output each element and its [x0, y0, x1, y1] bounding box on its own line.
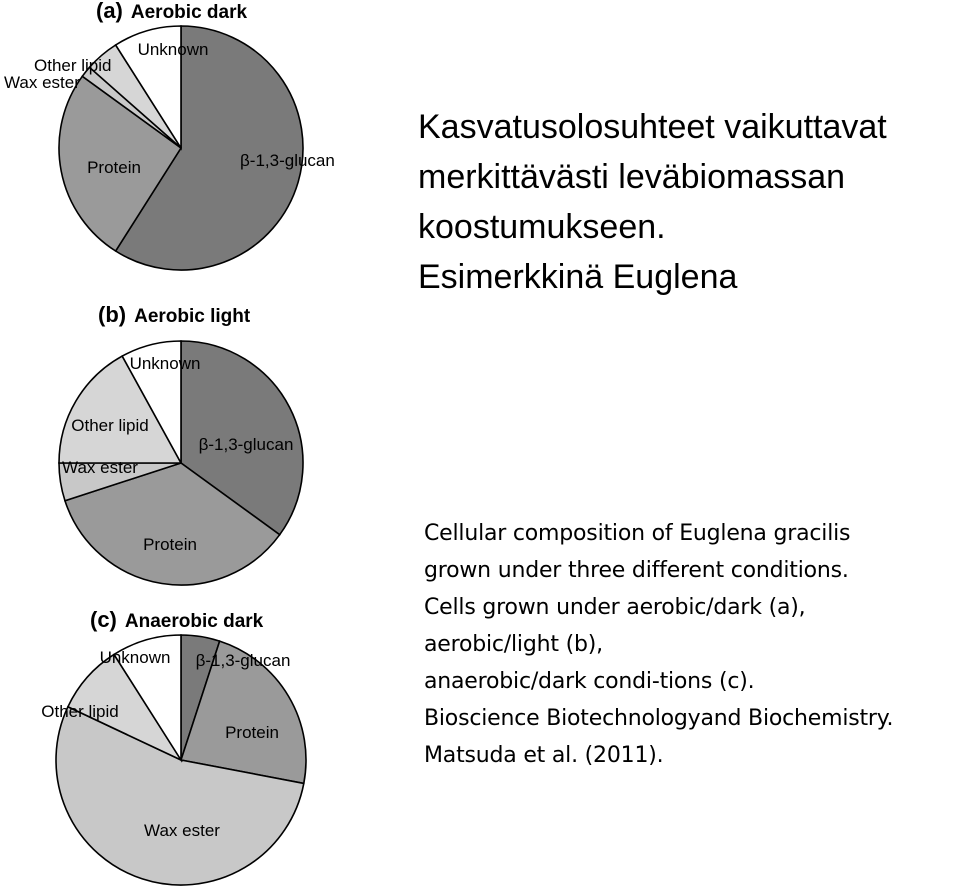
heading-line-3: koostumukseen. — [418, 208, 666, 246]
slice-label-wax-ester: Wax ester — [4, 73, 80, 92]
heading-line-2: merkittävästi leväbiomassan — [418, 158, 846, 196]
caption-line-6: Bioscience Biotechnologyand Biochemistry. — [424, 706, 894, 731]
heading-line-1: Kasvatusolosuhteet vaikuttavat — [418, 108, 887, 146]
slide-heading — [418, 102, 958, 302]
pie-title — [96, 0, 247, 23]
slice-label-wax-ester: Wax ester — [144, 821, 220, 840]
pie-title-text: Anaerobic dark — [124, 611, 264, 632]
heading-line-4: Esimerkkinä Euglena — [418, 258, 738, 296]
slice-label-unknown: Unknown — [137, 40, 209, 59]
slice-label-unknown: Unknown — [129, 354, 201, 373]
slice-label-protein: Protein — [225, 723, 279, 742]
caption-line-2: grown under three different conditions. — [424, 558, 849, 583]
slice-label-other-lipid: Other lipid — [41, 702, 119, 721]
slice-label-wax-ester: Wax ester — [62, 458, 138, 477]
slice-label-protein: Protein — [143, 535, 197, 554]
pie-title — [90, 607, 264, 632]
pie-title — [98, 302, 251, 327]
pie-chart-3 — [41, 607, 306, 885]
pie-letter: (a) — [96, 0, 123, 23]
pie-letter: (b) — [98, 302, 127, 327]
caption-line-1: Cellular composition of Euglena gracilis — [424, 521, 851, 546]
slice-label-other-lipid: Other lipid — [71, 416, 149, 435]
caption-line-4: aerobic/light (b), — [424, 632, 603, 657]
slice-label-glucan: β-1,3-glucan — [240, 151, 335, 170]
slice-label-protein: Protein — [87, 158, 141, 177]
pie-charts — [0, 0, 420, 891]
slice-label-other-lipid: Other lipid — [34, 56, 112, 75]
caption-line-3: Cells grown under aerobic/dark (a), — [424, 595, 806, 620]
pie-chart-1 — [4, 0, 335, 270]
slice-label-glucan: β-1,3-glucan — [198, 435, 294, 454]
pie-title-text: Aerobic light — [134, 306, 251, 327]
caption-line-7: Matsuda et al. (2011). — [424, 743, 664, 768]
pie-letter: (c) — [90, 607, 117, 632]
pie-chart-2 — [59, 302, 303, 585]
figure-caption — [424, 515, 960, 774]
slice-label-glucan: β-1,3-glucan — [195, 651, 291, 670]
pie-title-text: Aerobic dark — [130, 2, 248, 23]
slice-label-unknown: Unknown — [99, 648, 171, 667]
caption-line-5: anaerobic/dark condi-tions (c). — [424, 669, 755, 694]
